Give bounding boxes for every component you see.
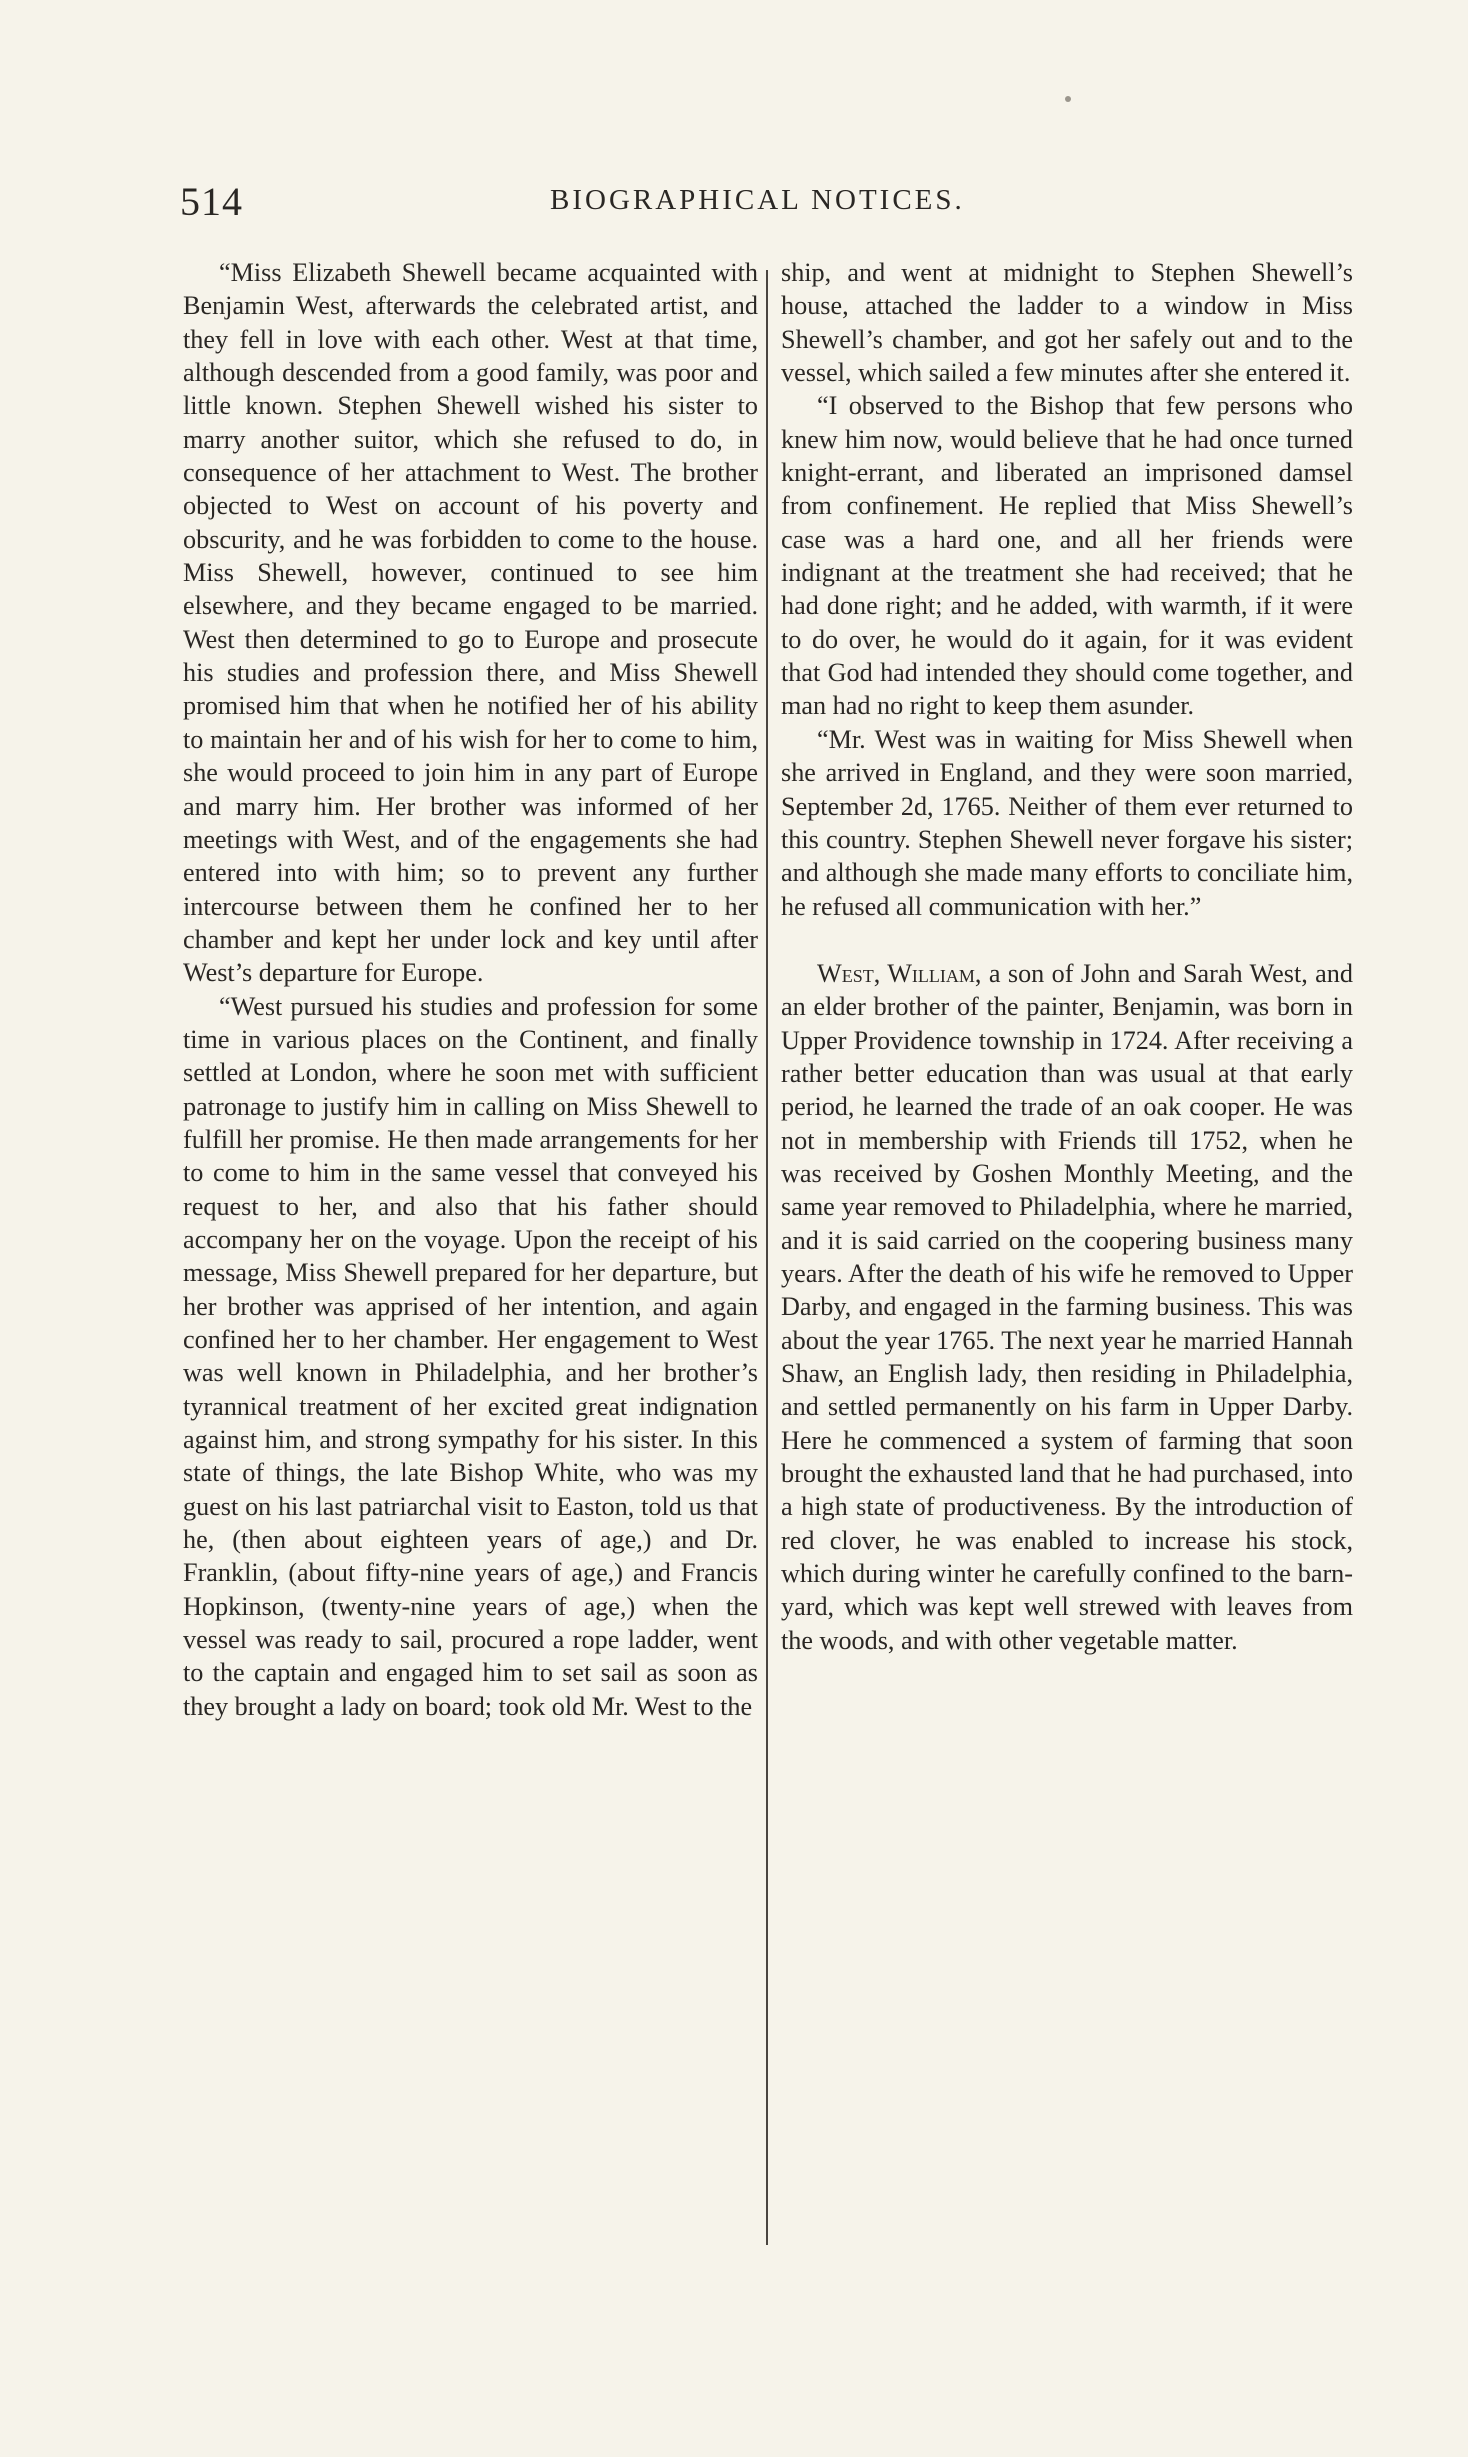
left-column bbox=[183, 256, 758, 1723]
column-divider bbox=[766, 270, 768, 2245]
page-header bbox=[180, 178, 1370, 228]
running-head: BIOGRAPHICAL NOTICES. bbox=[550, 184, 965, 216]
speck-mark bbox=[1065, 96, 1071, 102]
paragraph: “West pursued his studies and profession for some time in various places on the Continent, and finally settled at London, where he soon met with sufficient patronage to justify him in calling on Miss Shewell to fulfill her promise. He then made arrangements for her to come to him in the same vessel that conveyed his request to her, and also that his father should accompany her on the voyage. Upon the receipt of his message, Miss Shewell prepared for her departure, but her brother was apprised of her intention, and again confined her to her chamber. Her engagement to West was well known in Philadelphia, and her brother’s tyrannical treatment of her excited great indignation against him, and strong sympathy for his sister. In this state of things, the late Bishop White, who was my guest on his last patriarchal visit to Easton, told us that he, (then about eighteen years of age,) and Dr. Franklin, (about fifty-nine years of age,) and Francis Hopkinson, (twenty-nine years of age,) when the vessel was ready to sail, procured a rope ladder, went to the captain and engaged him to set sail as soon as they brought a lady on board; took old Mr. West to the bbox=[183, 991, 758, 1721]
paragraph: “I observed to the Bishop that few persons who knew him now, would believe that he had once turned knight-errant, and liberated an imprisoned damsel from confinement. He replied that Miss Shewell’s case was a hard one, and all her friends were indignant at the treatment she had received; that he had done right; and he added, with warmth, if it were to do over, he would do it again, for it was evident that God had intended they should come together, and man had no right to keep them asunder. bbox=[781, 391, 1353, 721]
page-number: 514 bbox=[180, 179, 243, 224]
right-column bbox=[781, 256, 1353, 1657]
paragraph: “Miss Elizabeth Shewell became acquainted with Benjamin West, afterwards the celebrated artist, and they fell in love with each other. West at that time, although descended from a good family, was poor and little known. Stephen Shewell wished his sister to marry another suitor, which she refused to do, in consequence of her attachment to West. The brother objected to West on account of his poverty and obscurity, and he was forbidden to come to the house. Miss Shewell, however, continued to see him elsewhere, and they became engaged to be married. West then determined to go to Europe and prosecute his studies and profession there, and Miss Shewell promised him that when he notified her of his ability to maintain her and of his wish for her to come to him, she would proceed to join him in any part of Europe and marry him. Her brother was informed of her meetings with West, and of the engagements she had entered into with him; so to prevent any further intercourse between them he confined her to her chamber and kept her under lock and key until after West’s departure for Europe. bbox=[183, 258, 758, 988]
entry-text: a son of John and Sarah West, and an elder brother of the painter, Benjamin, was born in Upper Providence township in 1724. After receiving a rather better education than was usual at that early period, he learned the trade of an oak cooper. He was not in membership with Friends till 1752, when he was received by Goshen Monthly Meeting, and the same year removed to Philadelphia, where he married, and it is said carried on the coopering business many years. After the death of his wife he removed to Upper Darby, and engaged in the farming business. This was about the year 1765. The next year he married Hannah Shaw, an English lady, then residing in Philadelphia, and settled permanently on his farm in Upper Darby. Here he commenced a system of farming that soon brought the exhausted land that he had purchased, into a high state of productiveness. By the introduction of red clover, he was enabled to increase his stock, which during winter he carefully confined to the barn-yard, which was kept well strewed with leaves from the woods, and with other vegetable matter. bbox=[781, 958, 1353, 1655]
biography-entry bbox=[781, 957, 1353, 1657]
entry-name: West, William, bbox=[817, 958, 982, 988]
paragraph: ship, and went at midnight to Stephen Shewell’s house, attached the ladder to a window in Miss Shewell’s chamber, and got her safely out and to the vessel, which sailed a few minutes after she entered it. bbox=[781, 258, 1353, 388]
paragraph: “Mr. West was in waiting for Miss Shewell when she arrived in England, and they were soon married, September 2d, 1765. Neither of them ever returned to this country. Stephen Shewell never forgave his sister; and although she made many efforts to conciliate him, he refused all communication with her.” bbox=[781, 724, 1353, 921]
